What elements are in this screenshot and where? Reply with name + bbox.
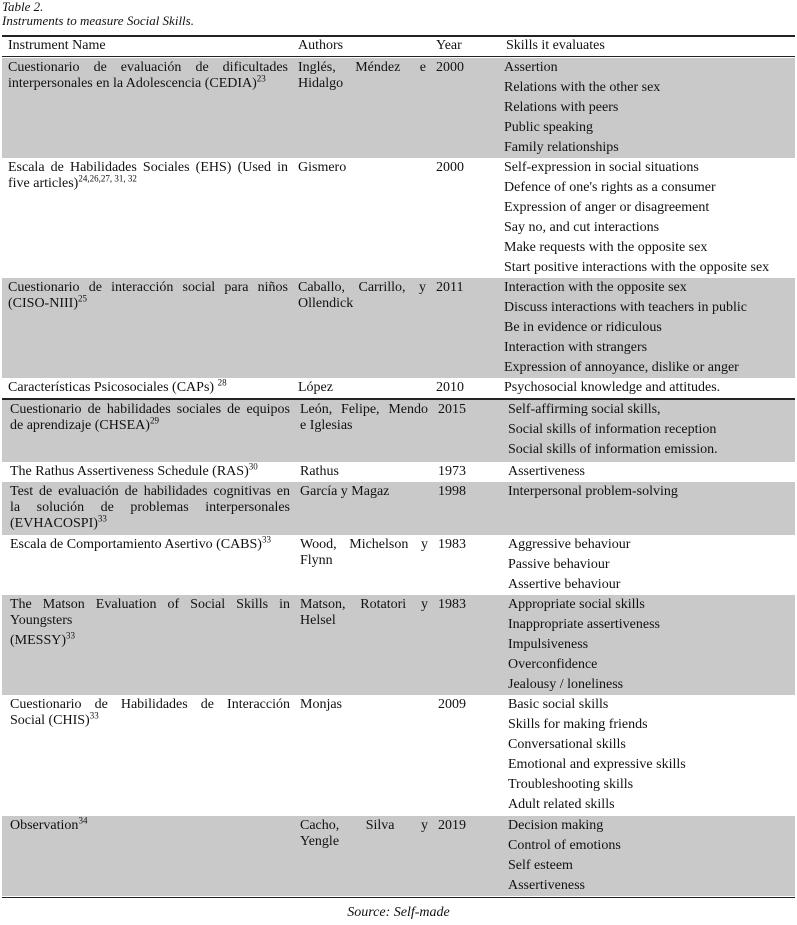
skill-item: Troubleshooting skills [508,777,634,792]
authors [298,60,426,92]
table-caption [2,0,194,28]
authors-line: Gismero [298,160,347,175]
skill-item: Start positive interactions with the opposite sex [504,260,770,275]
skill-item: Self esteem [508,858,573,873]
authors-line: Monjas [300,697,342,712]
table-row [2,595,795,695]
instrument-name-line: Escala de Habilidades Sociales (EHS) (Used in [8,160,288,175]
authors-line: Flynn [300,553,333,568]
instrument-name [10,815,290,834]
instrument-name-line: la solución de problemas interpersonales [10,500,290,515]
citation-superscript: 34 [78,815,88,826]
skill-item: Control of emotions [508,838,621,853]
skill-item: Jealousy / loneliness [508,677,624,692]
authors-line: Helsel [300,613,336,628]
skill-item: Assertiveness [508,878,585,893]
year: 1973 [438,464,466,479]
year: 2015 [438,402,466,417]
skills-list [508,597,797,697]
skill-item: Skills for making friends [508,717,648,732]
instrument-name [10,534,290,553]
instrument-name-line: The Rathus Assertiveness Schedule (RAS)$^{30}$ [10,461,258,479]
instrument-name-line: (EVHACOSPI)$^{33}$ [10,513,107,531]
table-row [2,462,795,482]
instrument-name-line: interpersonales en la Adolescencia (CEDIA)$^{23}$ [8,73,266,91]
year: 2011 [436,280,464,295]
citation-superscript: 30 [248,461,258,472]
instrument-name-line: Cuestionario de evaluación de dificultades [8,60,288,75]
skill-item: Interaction with the opposite sex [504,280,687,295]
instrument-name-line: Cuestionario de habilidades sociales de equipos [10,402,290,417]
authors-line: López [298,380,333,395]
authors [300,597,428,629]
authors [300,537,428,569]
skill-item: Self-affirming social skills, [508,402,661,417]
skill-item: Social skills of information emission. [508,442,718,457]
instrument-name-line: Características Psicosociales (CAPs) $^{28}$ [8,377,227,395]
instrument-name-line: Youngsters [10,613,73,628]
skills-list [508,697,797,817]
skill-item: Expression of anger or disagreement [504,200,710,215]
year: 1983 [438,597,466,612]
skill-item: Defence of one's rights as a consumer [504,180,716,195]
skill-item: Emotional and expressive skills [508,757,686,772]
table-row [2,400,795,462]
table-row [2,535,795,595]
authors-line: Inglés, Méndez e [298,60,426,75]
instrument-name-line: (CISO-NIII)$^{25}$ [8,293,87,311]
instrument-name-line: Cuestionario de interacción social para niños [8,280,288,295]
instrument-name [10,461,290,480]
skill-item: Relations with peers [504,100,619,115]
authors [300,464,428,480]
skill-item: Overconfidence [508,657,598,672]
authors [300,818,428,850]
skill-item: Decision making [508,818,604,833]
skill-item: Make requests with the opposite sex [504,240,708,255]
skills-list [508,818,797,898]
skill-item: Say no, and cut interactions [504,220,660,235]
authors [298,160,426,176]
skill-item: Adult related skills [508,797,615,812]
skills-list [504,160,794,280]
instrument-name [10,597,290,649]
skill-item: Basic social skills [508,697,609,712]
table-row [2,278,795,378]
skills-list [508,537,797,597]
skill-item: Passive behaviour [508,557,610,572]
authors-line: e Iglesias [300,418,353,433]
table-title: Instruments to measure Social Skills. [2,13,194,28]
authors [298,280,426,312]
year: 2000 [436,160,464,175]
skills-list [508,484,797,504]
authors [300,402,428,434]
instrument-name-line: Test de evaluación de habilidades cognitivas en [10,484,290,499]
citation-superscript: 33 [89,710,99,721]
header-instrument-name: Instrument Name [8,38,106,53]
citation-superscript: 23 [256,73,266,84]
instrument-name-line: The Matson Evaluation of Social Skills in [10,597,290,612]
skill-item: Psychosocial knowledge and attitudes. [504,380,721,395]
authors [300,484,428,500]
instrument-name-line: Cuestionario de Habilidades de Interacción [10,697,290,712]
citation-superscript: 24,26,27, 31, 32 [78,173,137,184]
year: 2009 [438,697,466,712]
instrument-name-line: Observation$^{34}$ [10,815,88,833]
skill-item: Aggressive behaviour [508,537,631,552]
middle-rule [2,398,795,400]
citation-superscript: 33 [261,534,271,545]
header-skills: Skills it evaluates [506,38,605,53]
year: 1983 [438,537,466,552]
year: 1998 [438,484,466,499]
skill-item: Conversational skills [508,737,626,752]
authors-line: León, Felipe, Mendo [300,402,428,417]
top-rule [2,35,795,37]
citation-superscript: 28 [217,377,227,388]
skill-item: Assertive behaviour [508,577,621,592]
skill-item: Relations with the other sex [504,80,661,95]
skills-list [508,402,797,462]
authors-line: Hidalgo [298,76,344,91]
table-source: Source: Self-made [347,905,450,920]
skill-item: Expression of annoyance, dislike or anger [504,360,739,375]
skill-item: Assertiveness [508,464,585,479]
authors [298,380,426,396]
authors-line: Matson, Rotatori y [300,597,428,612]
authors-line: Cacho, Silva y [300,818,428,833]
table-row [2,482,795,535]
authors-line: Yengle [300,834,340,849]
authors [300,697,428,713]
instrument-name-line: (MESSY)$^{33}$ [10,630,76,648]
skill-item: Public speaking [504,120,594,135]
skills-list [504,60,794,160]
year: 2010 [436,380,464,395]
skill-item: Impulsiveness [508,637,589,652]
skills-list [508,464,797,484]
instrument-name [10,402,290,434]
citation-superscript: 33 [97,513,107,524]
skill-item: Discuss interactions with teachers in public [504,300,747,315]
instrument-name-line: five articles)$^{24,26,27, 31, 32}$ [8,173,137,191]
skills-list [504,280,794,380]
year: 2019 [438,818,466,833]
instrument-name [10,484,290,532]
instrument-name [8,280,288,312]
table-row [2,58,795,158]
instrument-name [8,377,288,396]
skill-item: Interaction with strangers [504,340,648,355]
bottom-rule [2,897,795,898]
table-number: Table 2. [2,0,44,14]
instrument-name-line: Social (CHIS)$^{33}$ [10,710,99,728]
skill-item: Assertion [504,60,558,75]
authors-line: Caballo, Carrillo, y [298,280,426,295]
instrument-name [10,697,290,729]
citation-superscript: 33 [66,630,76,641]
instrument-name [8,60,288,92]
instrument-name [8,160,288,192]
skill-item: Family relationships [504,140,619,155]
skill-item: Be in evidence or ridiculous [504,320,662,335]
authors-line: Ollendick [298,296,354,311]
header-year: Year [436,38,462,53]
table-row [2,378,795,398]
instrument-name-line: Escala de Comportamiento Asertivo (CABS)$^{33}$ [10,534,271,552]
skills-list [504,380,794,400]
table-row [2,695,795,816]
skill-item: Social skills of information reception [508,422,717,437]
instrument-name-line: de aprendizaje (CHSEA)$^{29}$ [10,415,159,433]
skill-item: Inappropriate assertiveness [508,617,660,632]
skill-item: Self-expression in social situations [504,160,699,175]
skill-item: Interpersonal problem-solving [508,484,678,499]
skill-item: Appropriate social skills [508,597,645,612]
table-row [2,158,795,278]
authors-line: Wood, Michelson y [300,537,428,552]
citation-superscript: 25 [77,293,87,304]
authors-line: Rathus [300,464,339,479]
header-rule [2,56,795,57]
authors-line: García y Magaz [300,484,390,499]
citation-superscript: 29 [149,415,159,426]
year: 2000 [436,60,464,75]
table-row [2,816,795,896]
header-authors: Authors [298,38,344,53]
